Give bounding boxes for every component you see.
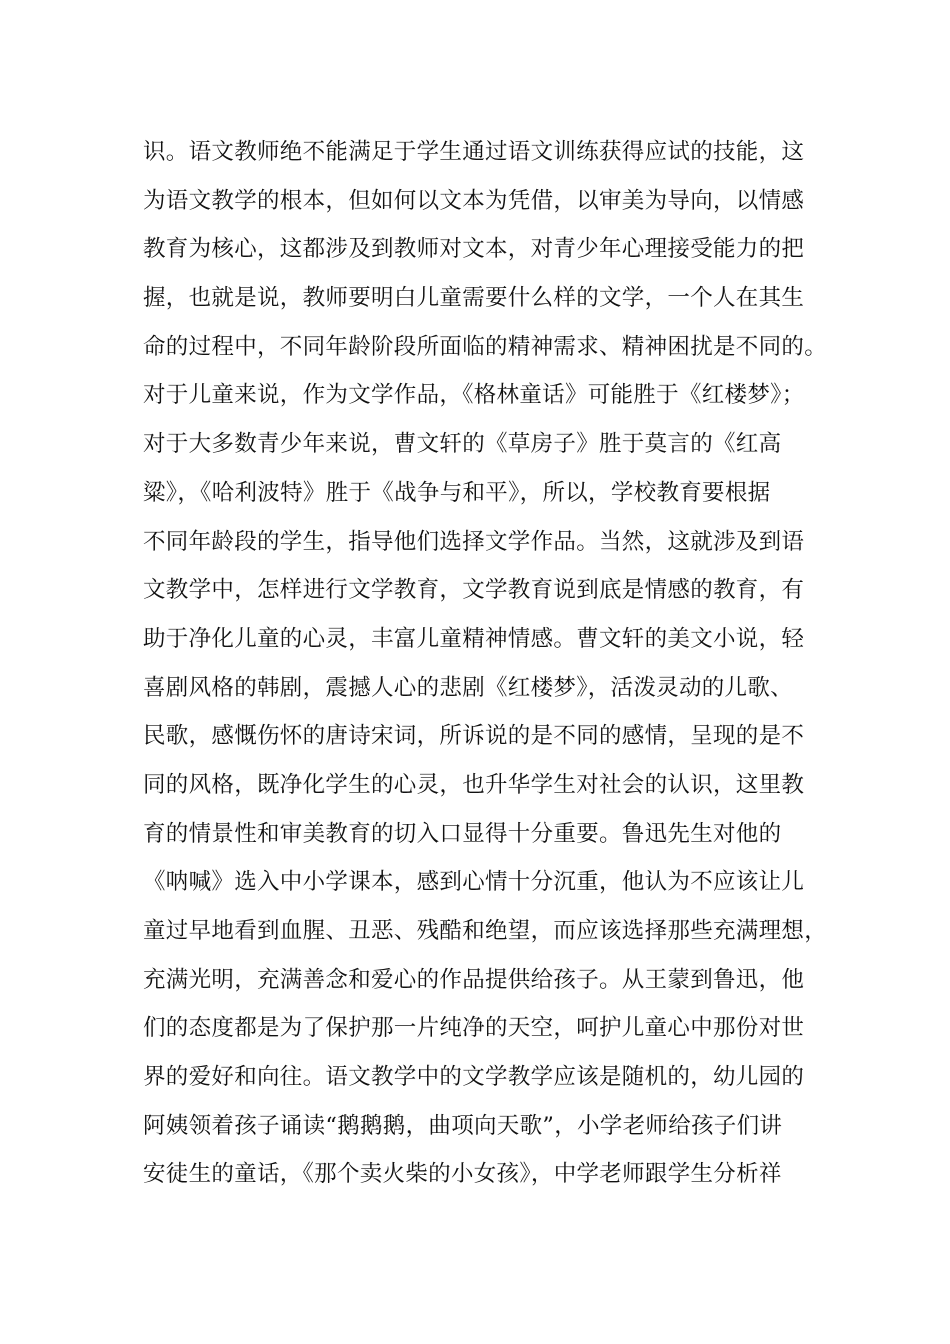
text-line: 识。语文教师绝不能满足于学生通过语文训练获得应试的技能，这: [143, 139, 805, 165]
text-line: 对于儿童来说，作为文学作品，《格林童话》可能胜于《红楼梦》；: [143, 382, 805, 409]
text-line: 为语文教学的根本，但如何以文本为凭借，以审美为导向，以情感: [143, 187, 805, 214]
text-line: 对于大多数青少年来说，曹文轩的《草房子》胜于莫言的《红高: [143, 431, 782, 458]
text-line: 助于净化儿童的心灵，丰富儿童精神情感。曹文轩的美文小说，轻: [143, 625, 805, 652]
text-line: 们的态度都是为了保护那一片纯净的天空，呵护儿童心中那份对世: [143, 1015, 805, 1042]
text-line: 充满光明，充满善念和爱心的作品提供给孩子。从王蒙到鲁迅，他: [143, 966, 805, 993]
text-line: 文教学中，怎样进行文学教育，文学教育说到底是情感的教育，有: [143, 577, 805, 604]
text-line: 不同年龄段的学生，指导他们选择文学作品。当然，这就涉及到语: [143, 528, 805, 555]
text-line: 界的爱好和向往。语文教学中的文学教学应该是随机的，幼儿园的: [143, 1064, 805, 1091]
text-line: 粱》，《哈利波特》胜于《战争与和平》，所以，学校教育要根据: [143, 479, 771, 506]
text-line: 育的情景性和审美教育的切入口显得十分重要。鲁迅先生对他的: [143, 820, 782, 847]
text-line: 握，也就是说，教师要明白儿童需要什么样的文学，一个人在其生: [143, 285, 805, 312]
text-line: 教育为核心，这都涉及到教师对文本，对青少年心理接受能力的把: [143, 236, 805, 263]
text-line: 民歌，感慨伤怀的唐诗宋词，所诉说的是不同的感情，呈现的是不: [143, 723, 805, 750]
body-text: [143, 128, 843, 1199]
text-line: 命的过程中，不同年龄阶段所面临的精神需求、精神困扰是不同的。: [143, 333, 828, 360]
text-line: 阿姨领着孩子诵读“鹅鹅鹅，曲项向天歌”，小学老师给孩子们讲: [143, 1112, 783, 1139]
text-line: 喜剧风格的韩剧，震撼人心的悲剧《红楼梦》，活泼灵动的儿歌、: [143, 674, 793, 701]
text-line: 同的风格，既净化学生的心灵，也升华学生对社会的认识，这里教: [143, 771, 805, 798]
text-line: 童过早地看到血腥、丑恶、残酷和绝望，而应该选择那些充满理想，: [143, 918, 828, 944]
text-line: 《呐喊》选入中小学课本，感到心情十分沉重，他认为不应该让儿: [143, 869, 805, 896]
text-line: 安徒生的童话，《那个卖火柴的小女孩》，中学老师跟学生分析祥: [143, 1161, 782, 1188]
